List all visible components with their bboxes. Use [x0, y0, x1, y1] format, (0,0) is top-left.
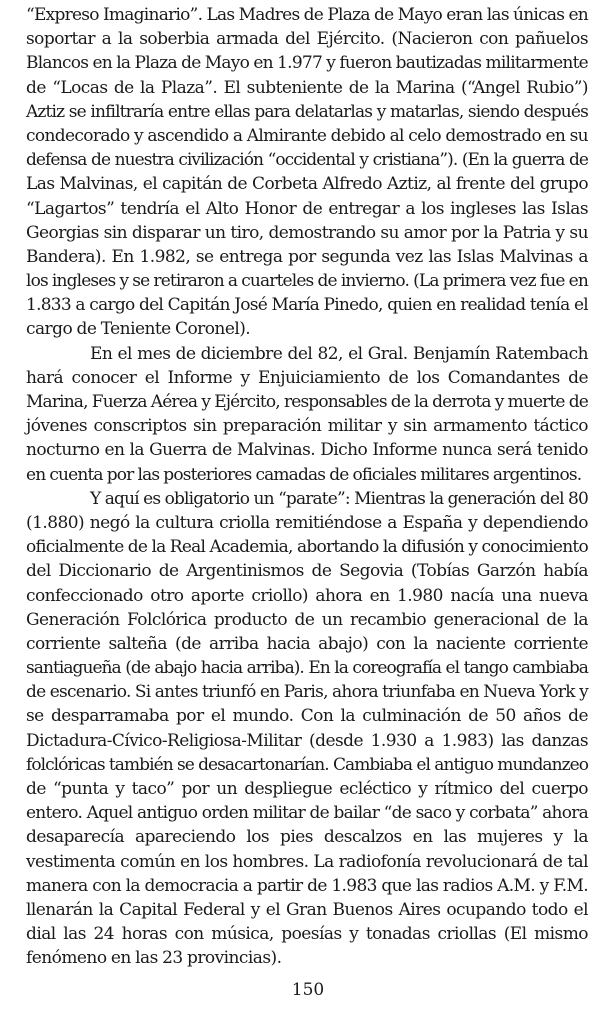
- text-line: 1.833 a cargo del Capitán José María Pinedo, quien en realidad tenía el: [26, 295, 588, 316]
- text-line: vestimenta común en los hombres. La radiofonía revolucionará de tal: [26, 851, 588, 872]
- paragraph: [26, 487, 588, 971]
- text-line: cargo de Teniente Coronel).: [26, 319, 251, 340]
- text-line: de “Locas de la Plaza”. El subteniente de la Marina (“Angel Rubio”): [26, 77, 588, 98]
- text-line: Y aquí es obligatorio un “parate”: Mientras la generación del 80: [90, 488, 588, 509]
- text-line: jóvenes conscriptos sin preparación militar y sin armamento táctico: [26, 416, 588, 437]
- text-line: defensa de nuestra civilización “occidental y cristiana”). (En la guerra de: [26, 150, 588, 171]
- text-line: oficialmente de la Real Academia, abortando la difusión y conocimiento: [26, 537, 588, 558]
- text-line: Dictadura-Cívico-Religiosa-Militar (desde 1.930 a 1.983) las danzas: [26, 730, 588, 751]
- text-line: del Diccionario de Argentinismos de Segovia (Tobías Garzón había: [26, 561, 588, 582]
- text-line: corriente salteña (de arriba hacia abajo) con la naciente corriente: [26, 633, 588, 654]
- text-line: entero. Aquel antiguo orden militar de bailar “de saco y corbata” ahora: [26, 803, 588, 824]
- text-line: dial las 24 horas con música, poesías y tonadas criollas (El mismo: [26, 924, 588, 945]
- text-line: nocturno en la Guerra de Malvinas. Dicho Informe nunca será tenido: [26, 440, 588, 461]
- text-line: “Lagartos” tendría el Alto Honor de entregar a los ingleses las Islas: [26, 198, 588, 219]
- text-line: En el mes de diciembre del 82, el Gral. Benjamín Ratembach: [90, 343, 588, 364]
- text-line: folclóricas también se desacartonarían. Cambiaba el antiguo mundanzeo: [26, 754, 588, 775]
- text-line: manera con la democracia a partir de 1.983 que las radios A.M. y F.M.: [26, 875, 588, 896]
- text-line: Las Malvinas, el capitán de Corbeta Alfredo Aztiz, al frente del grupo: [26, 174, 588, 195]
- text-line: Aztiz se infiltraría entre ellas para delatarlas y matarlas, siendo después: [26, 101, 588, 122]
- text-line: Generación Folclórica producto de un recambio generacional de la: [26, 609, 588, 630]
- text-line: los ingleses y se retiraron a cuarteles de invierno. (La primera vez fue en: [26, 271, 588, 292]
- text-line: en cuenta por las posteriores camadas de oficiales militares argentinos.: [26, 464, 582, 485]
- text-line: Marina, Fuerza Aérea y Ejército, responsables de la derrota y muerte de: [26, 392, 588, 412]
- text-line: llenarán la Capital Federal y el Gran Buenos Aires ocupando todo el: [26, 899, 588, 920]
- text-line: fenómeno en las 23 provincias).: [26, 948, 282, 969]
- text-line: soportar a la soberbia armada del Ejército. (Nacieron con pañuelos: [26, 29, 588, 50]
- text-line: “Expreso Imaginario”. Las Madres de Plaza de Mayo eran las únicas en: [26, 5, 588, 25]
- text-line: Bandera). En 1.982, se entrega por segunda vez las Islas Malvinas a: [26, 246, 588, 267]
- text-line: Georgias sin disparar un tiro, demostrando su amor por la Patria y su: [26, 222, 588, 243]
- page-number: 150: [291, 980, 325, 1000]
- text-line: hará conocer el Informe y Enjuiciamiento de los Comandantes de: [26, 367, 588, 388]
- text-line: condecorado y ascendido a Almirante debido al celo demostrado en su: [26, 125, 588, 146]
- text-line: se desparramaba por el mundo. Con la culminación de 50 años de: [26, 706, 588, 727]
- text-line: de “punta y taco” por un despliegue ecléctico y rítmico del cuerpo: [26, 779, 588, 799]
- text-line: (1.880) negó la cultura criolla remitiéndose a España y dependiendo: [26, 512, 588, 533]
- text-line: desaparecía apareciendo los pies descalzos en las mujeres y la: [26, 827, 588, 848]
- paragraph: [26, 342, 588, 487]
- text-line: de escenario. Si antes triunfó en Paris, ahora triunfaba en Nueva York y: [26, 682, 588, 703]
- paragraph: [26, 3, 588, 342]
- text-line: confeccionado otro aporte criollo) ahora en 1.980 nacía una nueva: [26, 585, 588, 606]
- text-line: Blancos en la Plaza de Mayo en 1.977 y fueron bautizadas militarmente: [26, 53, 588, 74]
- text-line: santiagueña (de abajo hacia arriba). En la coreografía el tango cambiaba: [26, 658, 588, 679]
- body-text: [26, 3, 588, 971]
